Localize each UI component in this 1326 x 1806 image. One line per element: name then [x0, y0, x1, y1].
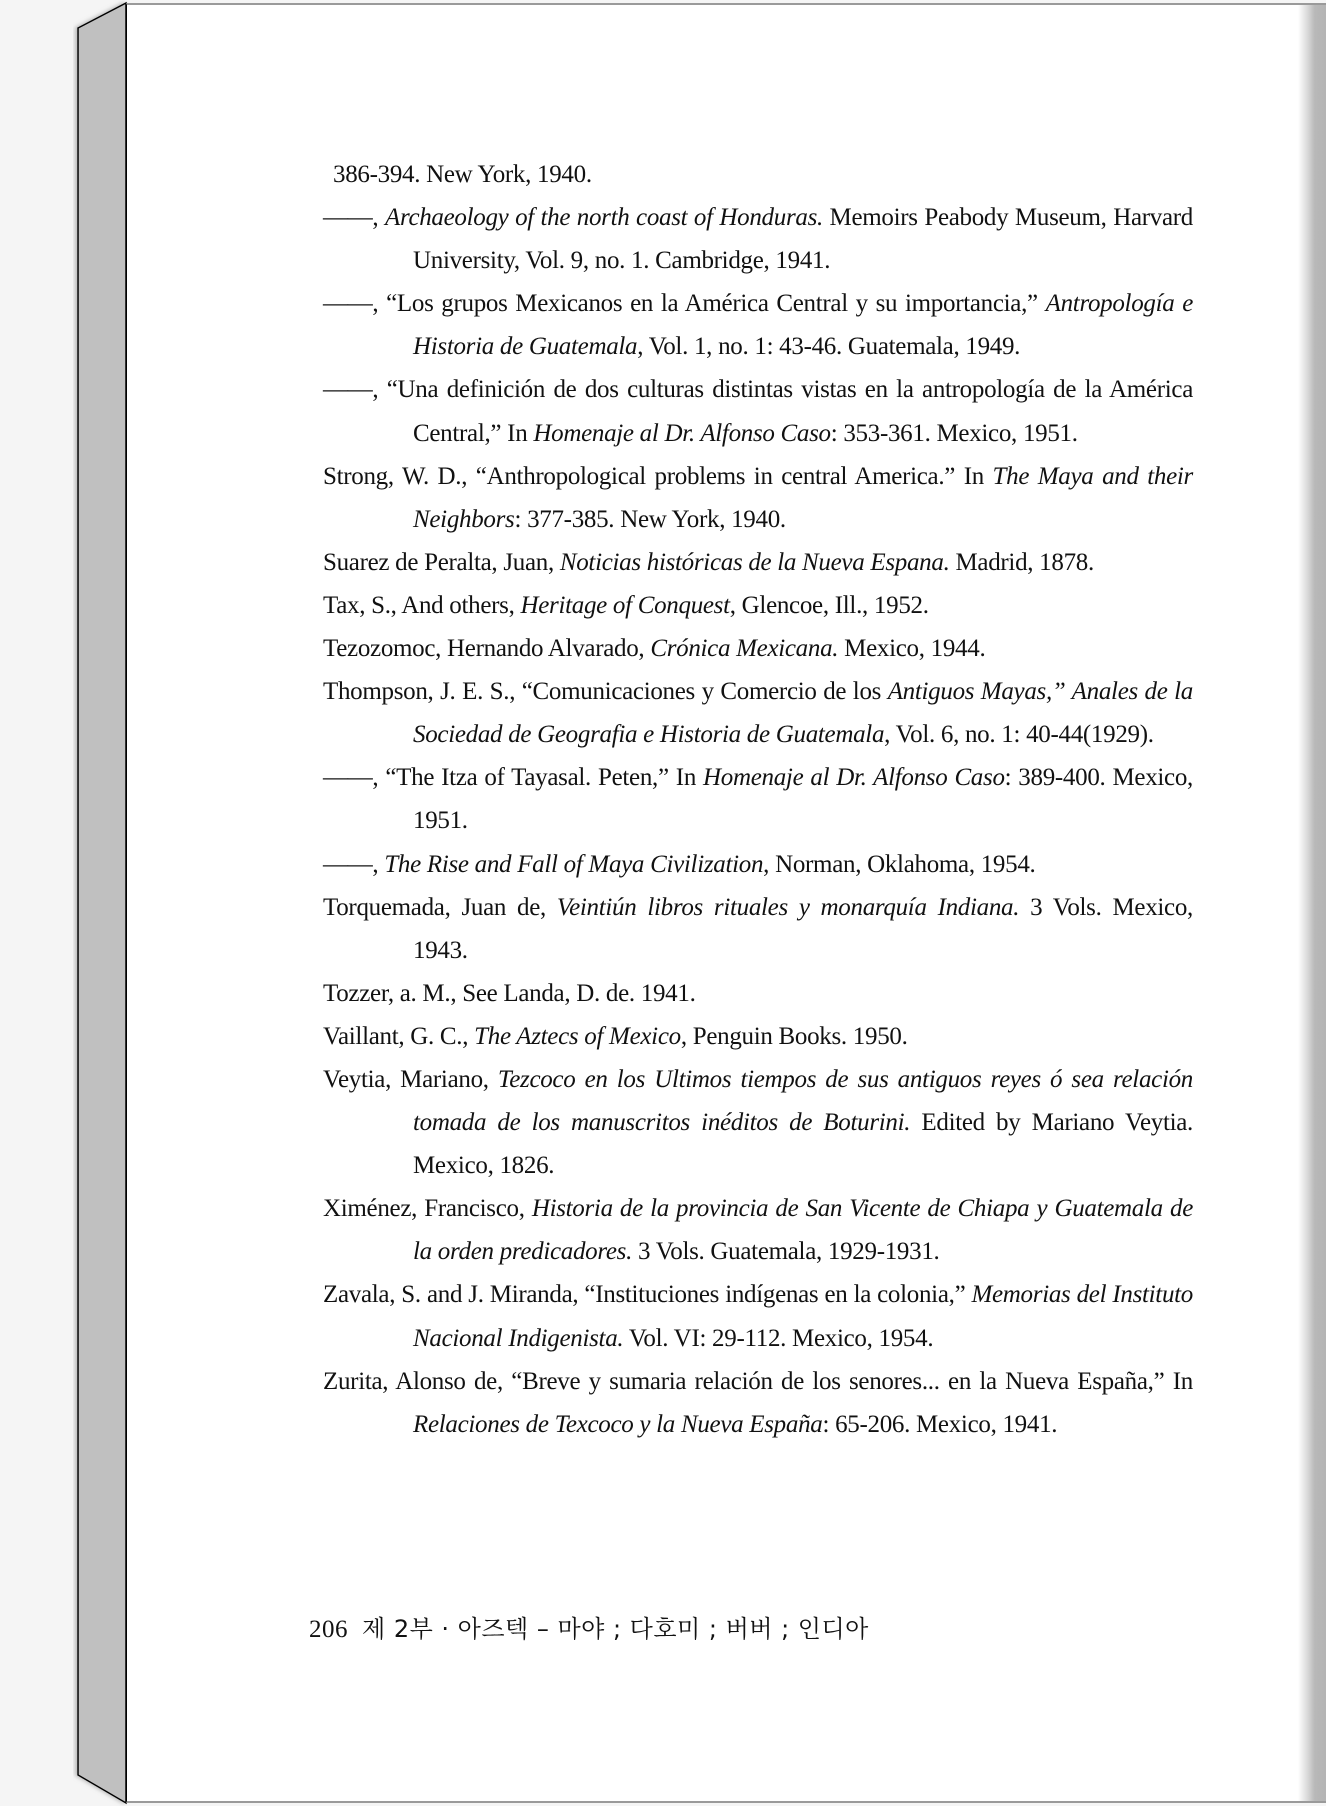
- bibliography-entry: [323, 1187, 1193, 1273]
- bibliography-entry: [323, 843, 1193, 886]
- entry-title: The Aztecs of Mexico: [474, 1022, 681, 1050]
- entry-text: : 65-206. Mexico, 1941.: [822, 1410, 1058, 1438]
- page-footer: [309, 1609, 869, 1644]
- entry-text: Tozzer, a. M., See Landa, D. de. 1941.: [323, 979, 696, 1007]
- entry-title: Antropología e Historia de Guatemala: [413, 290, 1193, 361]
- entry-text: Madrid, 1878.: [949, 548, 1094, 576]
- entry-title: The Maya and their Neighbors: [413, 462, 1193, 533]
- entry-title: Memorias del Instituto Nacional Indigenista.: [413, 1281, 1193, 1352]
- entry-text: Memoirs Peabody Museum, Harvard University, Vol. 9, no. 1. Cambridge, 1941.: [413, 204, 1193, 275]
- bibliography-entry: [323, 282, 1193, 368]
- entry-text: Vol. VI: 29-112. Mexico, 1954.: [623, 1324, 934, 1352]
- bibliography: [323, 153, 1193, 1446]
- continuation-text: 386-394. New York, 1940.: [333, 161, 592, 188]
- entry-title: Relaciones de Texcoco y la Nueva España: [413, 1410, 823, 1438]
- entry-text: Strong, W. D., “Anthropological problems in central America.” In: [323, 462, 993, 490]
- entry-text: , Norman, Oklahoma, 1954.: [763, 850, 1036, 878]
- page-number: 206: [309, 1616, 348, 1643]
- entry-title: Homenaje al Dr. Alfonso Caso: [703, 764, 1005, 792]
- entry-text: Zavala, S. and J. Miranda, “Instituciones indígenas en la colonia,”: [323, 1281, 972, 1309]
- entry-text: , Penguin Books. 1950.: [680, 1022, 908, 1050]
- entry-text: Ximénez, Francisco,: [323, 1195, 532, 1223]
- entry-text: : 377-385. New York, 1940.: [514, 505, 786, 533]
- entry-text: Vaillant, G. C.,: [323, 1022, 475, 1050]
- bibliography-entry: [323, 584, 1193, 627]
- bibliography-entry: [323, 1015, 1193, 1058]
- entry-title: Antiguos Mayas,” Anales de la Sociedad de Geografia e Historia de Guatemala: [413, 678, 1193, 749]
- book-page: [126, 3, 1326, 1803]
- bibliography-entry: [323, 541, 1193, 584]
- entry-title: Historia de la provincia de San Vicente de Chiapa y Guatemala de la orden predicadores.: [413, 1195, 1193, 1266]
- entry-text: ——,: [323, 204, 385, 232]
- entry-title: Archaeology of the north coast of Honduras.: [384, 204, 823, 232]
- bibliography-entry: [323, 972, 1193, 1015]
- entry-text: 3 Vols. Guatemala, 1929-1931.: [632, 1238, 940, 1266]
- bibliography-continuation: [323, 153, 1193, 196]
- entry-text: , Glencoe, Ill., 1952.: [729, 591, 929, 619]
- entry-text: Thompson, J. E. S., “Comunicaciones y Comercio de los: [323, 678, 888, 706]
- entry-text: ——,: [323, 850, 385, 878]
- entry-text: Zurita, Alonso de, “Breve y sumaria relación de los senores... en la Nueva España,” In: [323, 1367, 1193, 1395]
- entry-text: : 389-400. Mexico, 1951.: [413, 764, 1194, 835]
- bibliography-entry: [323, 886, 1193, 972]
- bibliography-entry: [323, 1058, 1193, 1187]
- bibliography-entry: [323, 1360, 1193, 1446]
- bibliography-entry: [323, 455, 1193, 541]
- entry-text: Suarez de Peralta, Juan,: [323, 548, 560, 576]
- entry-text: Veytia, Mariano,: [323, 1065, 498, 1093]
- page-edge-shadow: [1298, 5, 1326, 1801]
- entry-text: 3 Vols. Mexico, 1943.: [413, 893, 1193, 964]
- entry-title: Noticias históricas de la Nueva Espana.: [559, 548, 950, 576]
- entry-text: , Vol. 6, no. 1: 40-44(1929).: [884, 721, 1154, 749]
- bibliography-entry: [323, 196, 1193, 282]
- entry-title: Homenaje al Dr. Alfonso Caso: [533, 419, 831, 447]
- entry-title: Heritage of Conquest: [520, 591, 730, 619]
- entry-title: Tezcoco en los Ultimos tiempos de sus antiguos reyes ó sea relación tomada de los manuscritos inéditos de Boturini.: [413, 1065, 1193, 1137]
- entry-text: Mexico, 1944.: [838, 635, 986, 663]
- entry-title: The Rise and Fall of Maya Civilization: [384, 850, 764, 878]
- entry-text: Tax, S., And others,: [323, 591, 521, 619]
- entry-text: Tezozomoc, Hernando Alvarado,: [323, 635, 651, 663]
- entry-text: Edited by Mariano Veytia. Mexico, 1826.: [413, 1109, 1193, 1180]
- entry-title: Veintiún libros rituales y monarquía Indiana.: [556, 893, 1020, 921]
- bibliography-entry: [323, 627, 1193, 670]
- entry-text: ——, “Una definición de dos culturas distintas vistas en la antropología de la América Central,” In: [323, 376, 1193, 447]
- entry-text: , Vol. 1, no. 1: 43-46. Guatemala, 1949.: [637, 333, 1021, 361]
- bibliography-entry: [323, 670, 1193, 756]
- entry-title: Crónica Mexicana.: [650, 635, 839, 663]
- entry-text: ——, “Los grupos Mexicanos en la América Central y su importancia,”: [323, 290, 1046, 318]
- bibliography-entry: [323, 756, 1193, 842]
- entry-text: ——, “The Itza of Tayasal. Peten,” In: [323, 764, 704, 792]
- entry-text: Torquemada, Juan de,: [323, 893, 557, 921]
- running-footer: 제 2부 · 아즈텍 – 마야 ; 다호미 ; 버버 ; 인디아: [362, 1615, 869, 1643]
- bibliography-entry: [323, 368, 1193, 454]
- entry-text: : 353-361. Mexico, 1951.: [830, 419, 1078, 447]
- bibliography-entry: [323, 1273, 1193, 1359]
